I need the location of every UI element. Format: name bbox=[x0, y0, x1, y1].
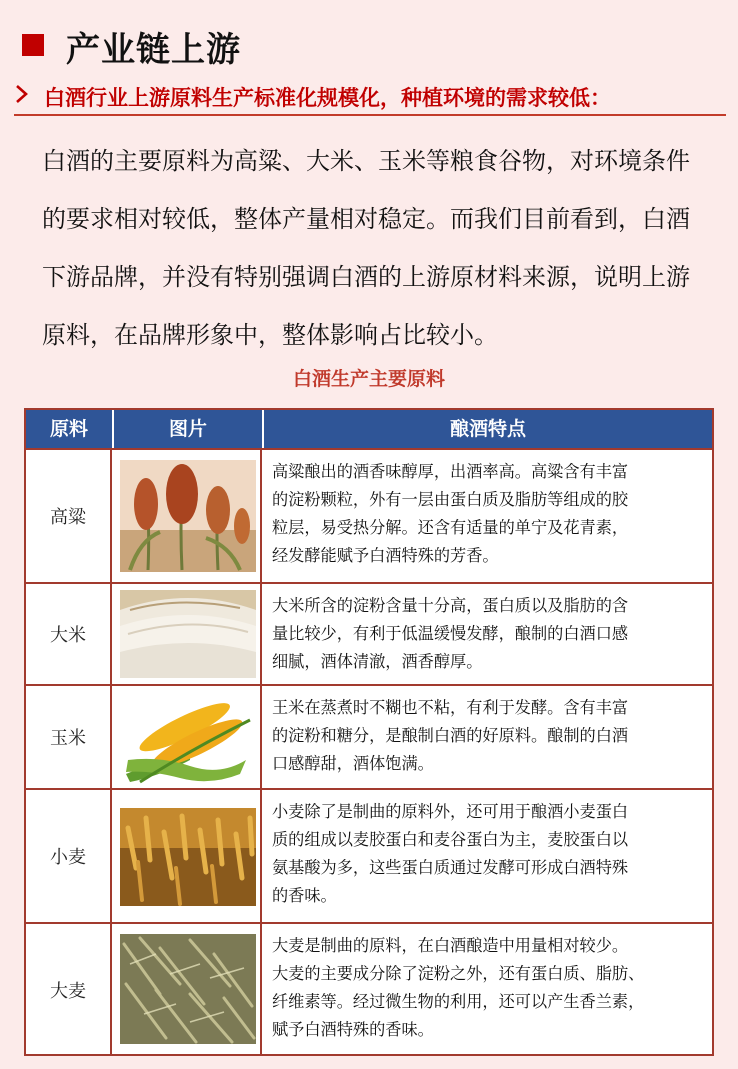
image-cell bbox=[114, 924, 262, 1056]
table-row bbox=[26, 448, 712, 582]
image-cell bbox=[114, 584, 262, 684]
feature-line: 经发酵能赋予白酒特殊的芳香。 bbox=[272, 546, 499, 565]
feature-text bbox=[272, 932, 706, 1044]
feature-line: 赋予白酒特殊的香味。 bbox=[272, 1020, 434, 1039]
feature-text bbox=[272, 694, 706, 778]
header-material: 原料 bbox=[49, 418, 88, 440]
feature-line: 王米在蒸煮时不糊也不粘，有利于发酵。含有丰富 bbox=[272, 698, 629, 717]
image-cell bbox=[114, 790, 262, 922]
table-caption: 白酒生产主要原料 bbox=[292, 368, 445, 390]
barley-icon bbox=[120, 934, 256, 1044]
table-row bbox=[26, 582, 712, 684]
feature-text bbox=[272, 798, 706, 910]
feature-line: 小麦除了是制曲的原料外，还可用于酿酒小麦蛋白 bbox=[272, 802, 629, 821]
ingredients-table bbox=[24, 408, 714, 1056]
feature-text bbox=[272, 592, 706, 676]
feature-line: 量比较少，有利于低温缓慢发酵，酿制的白酒口感 bbox=[272, 624, 629, 643]
page-title: 产业链上游 bbox=[66, 30, 241, 70]
highlight-text: 白酒行业上游原料生产标准化规模化，种植环境的需求较低： bbox=[44, 86, 611, 110]
feature-line: 粒层，易受热分解。还含有适量的单宁及花青素， bbox=[272, 518, 629, 537]
feature-line: 质的组成以麦胶蛋白和麦谷蛋白为主，麦胶蛋白以 bbox=[272, 830, 629, 849]
rice-icon bbox=[120, 590, 256, 678]
feature-line: 的淀粉和糖分，是酿制白酒的好原料。酿制的白酒 bbox=[272, 726, 629, 745]
feature-line: 口感醇甜，酒体饱满。 bbox=[272, 754, 434, 773]
paragraph-line: 下游品牌，并没有特别强调白酒的上游原材料来源，说明上游 bbox=[42, 263, 690, 291]
red-square-icon bbox=[22, 34, 44, 56]
feature-line: 的淀粉颗粒，外有一层由蛋白质及脂肪等组成的胶 bbox=[272, 490, 629, 509]
corn-icon bbox=[120, 690, 256, 786]
feature-line: 大麦是制曲的原料，在白酒酿造中用量相对较少。 bbox=[272, 936, 629, 955]
body-paragraph bbox=[42, 132, 722, 364]
highlight-bullet bbox=[14, 80, 726, 116]
header-features: 酿酒特点 bbox=[449, 418, 526, 440]
table-row bbox=[26, 922, 712, 1056]
chevron-right-icon bbox=[14, 82, 30, 106]
section-header bbox=[0, 18, 738, 70]
table-row bbox=[26, 684, 712, 788]
table-header bbox=[26, 410, 712, 448]
material-name: 高粱 bbox=[26, 450, 112, 582]
feature-line: 氨基酸为多，这些蛋白质通过发酵可形成白酒特殊 bbox=[272, 858, 629, 877]
feature-line: 的香味。 bbox=[272, 886, 337, 905]
table-row bbox=[26, 788, 712, 922]
material-name: 玉米 bbox=[26, 686, 112, 788]
material-name: 小麦 bbox=[26, 790, 112, 922]
paragraph-line: 的要求相对较低，整体产量相对稳定。而我们目前看到，白酒 bbox=[42, 205, 690, 233]
material-name: 大米 bbox=[26, 584, 112, 684]
paragraph-line: 原料，在品牌形象中，整体影响占比较小。 bbox=[42, 321, 498, 349]
header-image: 图片 bbox=[168, 418, 207, 440]
feature-line: 细腻，酒体清澈，酒香醇厚。 bbox=[272, 652, 483, 671]
feature-text bbox=[272, 458, 706, 570]
image-cell bbox=[114, 450, 262, 582]
feature-line: 高粱酿出的酒香味醇厚，出酒率高。高粱含有丰富 bbox=[272, 462, 629, 481]
material-name: 大麦 bbox=[26, 924, 112, 1056]
wheat-icon bbox=[120, 808, 256, 906]
feature-line: 大米所含的淀粉含量十分高，蛋白质以及脂肪的含 bbox=[272, 596, 629, 615]
feature-line: 纤维素等。经过微生物的利用，还可以产生香兰素， bbox=[272, 992, 645, 1011]
feature-line: 大麦的主要成分除了淀粉之外，还有蛋白质、脂肪、 bbox=[272, 964, 645, 983]
paragraph-line: 白酒的主要原料为高粱、大米、玉米等粮食谷物，对环境条件 bbox=[42, 147, 690, 175]
image-cell bbox=[114, 686, 262, 788]
sorghum-icon bbox=[120, 460, 256, 572]
